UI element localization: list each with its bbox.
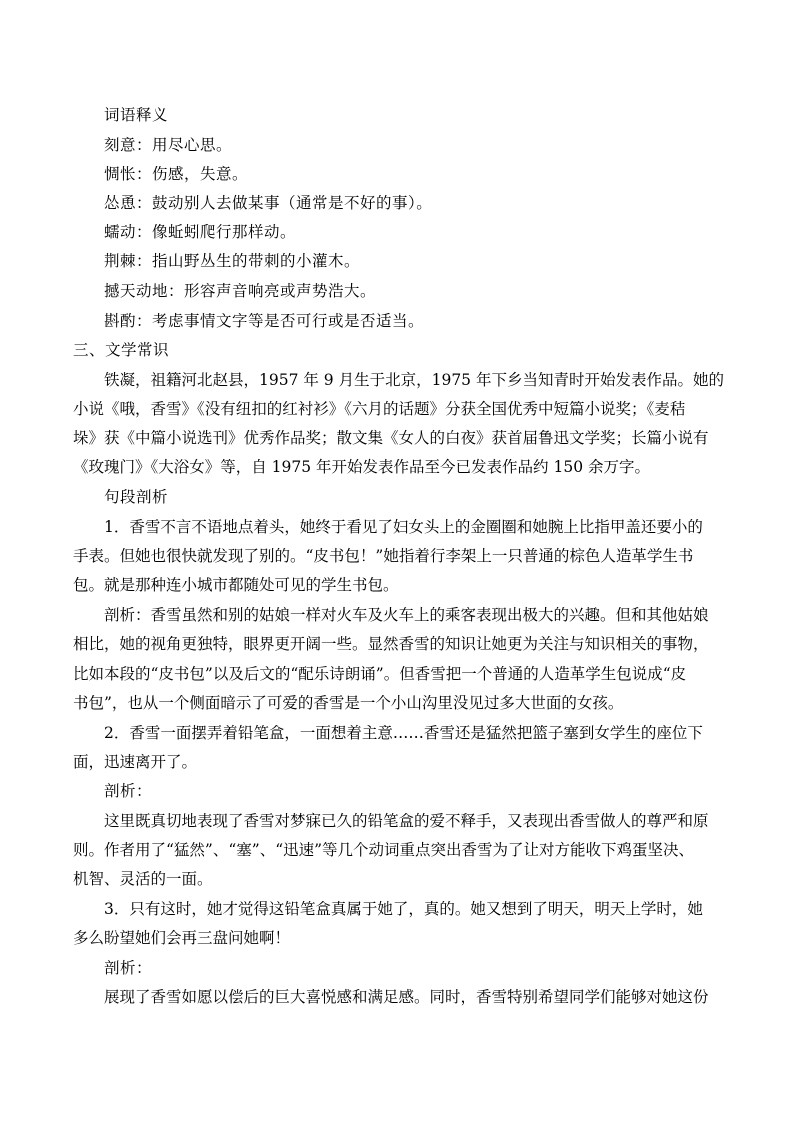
paragraph-line: 剖析：香雪虽然和别的姑娘一样对火车及火车上的乘客表现出极大的兴趣。但和其他姑娘 (104, 606, 709, 624)
paragraph-line: 包。就是那种连小城市都随处可见的学生书包。 (73, 576, 399, 594)
vocabulary-entry: 斟酌：考虑事情文字等是否可行或是否适当。 (104, 312, 425, 330)
vocabulary-heading: 词语释义 (104, 106, 169, 124)
vocabulary-entry: 惆怅：伤感，失意。 (104, 165, 249, 183)
paragraph-line: 垛》获《中篇小说选刊》优秀作品奖；散文集《女人的白夜》获首届鲁迅文学奖；长篇小说有 (73, 429, 709, 447)
analysis-label: 剖析： (104, 782, 153, 800)
vocabulary-entry: 撼天动地：形容声音响亮或声势浩大。 (104, 282, 377, 300)
vocabulary-entry: 荆棘：指山野丛生的带刺的小灌木。 (104, 252, 361, 270)
vocabulary-entry: 刻意：用尽心思。 (104, 136, 233, 154)
paragraph-line: 1．香雪不言不语地点着头，她终于看见了妇女头上的金圈圈和她腕上比指甲盖还要小的 (104, 518, 703, 536)
vocabulary-entry: 怂恿：鼓动别人去做某事（通常是不好的事）。 (104, 194, 433, 212)
paragraph-line: 3．只有这时，她才觉得这铅笔盒真属于她了，真的。她又想到了明天，明天上学时，她 (104, 900, 703, 918)
paragraph-line: 相比，她的视角更独特，眼界更开阔一些。显然香雪的知识让她更为关注与知识相关的事物， (73, 635, 709, 653)
paragraph-line: 《玫瑰门》《大浴女》等，自 1975 年开始发表作品至今已发表作品约 150 余万字。 (73, 458, 650, 476)
paragraph-line: 多么盼望她们会再三盘问她啊！ (73, 929, 291, 947)
paragraph-line: 手表。但她也很快就发现了别的。“皮书包！”她指着行李架上一只普通的棕色人造革学生书 (73, 547, 694, 565)
paragraph-line: 则。作者用了“猛然”、“塞”、“迅速”等几个动词重点突出香雪为了让对方能收下鸡蛋坚决、 (73, 841, 695, 859)
analysis-label: 剖析： (104, 959, 153, 977)
paragraph-line: 2．香雪一面摆弄着铅笔盒，一面想着主意……香雪还是猛然把篮子塞到女学生的座位下 (104, 724, 703, 742)
paragraph-line: 面，迅速离开了。 (73, 753, 198, 771)
paragraph-line: 展现了香雪如愿以偿后的巨大喜悦感和满足感。同时，香雪特别希望同学们能够对她这份 (104, 988, 709, 1006)
paragraph-line: 铁凝，祖籍河北赵县，1957 年 9 月生于北京，1975 年下乡当知青时开始发表作品。她的 (104, 371, 724, 389)
analysis-heading: 句段剖析 (104, 488, 169, 506)
section-heading-literature: 三、文学常识 (73, 341, 170, 359)
vocabulary-entry: 蠕动：像蚯蚓爬行那样动。 (104, 223, 297, 241)
paragraph-line: 这里既真切地表现了香雪对梦寐已久的铅笔盒的爱不释手，又表现出香雪做人的尊严和原 (104, 812, 709, 830)
paragraph-line: 小说《哦，香雪》《没有纽扣的红衬衫》《六月的话题》分获全国优秀中短篇小说奖；《麦秸 (73, 400, 686, 418)
paragraph-line: 机智、灵活的一面。 (73, 870, 213, 888)
paragraph-line: 比如本段的“皮书包”以及后文的“配乐诗朗诵”。但香雪把一个普通的人造革学生包说成“皮 (73, 665, 687, 683)
paragraph-line: 书包”，也从一个侧面暗示了可爱的香雪是一个小山沟里没见过多大世面的女孩。 (73, 694, 624, 712)
